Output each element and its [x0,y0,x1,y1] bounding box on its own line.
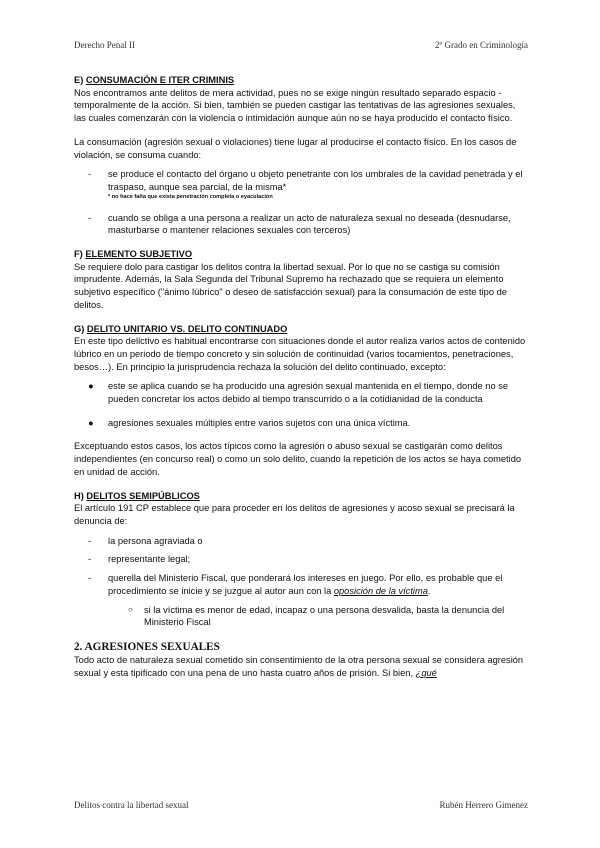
section-f-heading: F) ELEMENTO SUBJETIVO [74,249,193,260]
bullet-marker: ● [88,417,94,428]
dash-marker: - [88,212,92,223]
section-h-paragraph: El artículo 191 CP establece que para proceder en los delitos de agresiones y acoso sexual se precisará la denuncia de: [74,503,515,526]
dash-marker: - [88,535,92,546]
section-e-paragraph-2: La consumación (agresión sexual o violaciones) tiene lugar al producirse el contacto físico. En los casos de violación, se consuma cuando: [74,136,517,160]
list-item: - representante legal; [88,554,191,565]
section-g-paragraph-1: En este tipo delictivo es habitual encontrarse con situaciones donde el autor realiza varios actos de contenido lúbrico en un periodo de tiempo concreto y sin solución de continuidad (varios tocamientos, penetraciones, besos…). En principio la jurisprudencia rechaza la solución del delito continuado, excepto: [74,336,526,372]
header-course: Derecho Penal II [74,40,135,50]
dash-marker: - [88,573,92,584]
section-f-title: ELEMENTO SUBJETIVO [85,249,193,260]
section-g-list [74,380,528,429]
section-h-sublist [74,604,528,629]
section-e-paragraph-1: Nos encontramos ante delitos de mera actividad, pues no se exige ningún resultado separado espacio - temporalmente de la acción. Si bien, también se pueden castigar las tentativas de las agresiones sexuales, las cuales comenzarán con la violencia o intimidación aunque aún no se haya producido el contacto físico. [74,87,516,124]
section-e-list [74,168,528,193]
section-e-title: CONSUMACIÓN E ITER CRIMINIS [85,75,235,85]
header-degree: 2º Grado en Criminología [434,40,528,50]
section-h-heading: H) DELITOS SEMIPÚBLICOS [74,490,200,501]
section-g-heading: G) DELITO UNITARIO VS. DELITO CONTINUADO [74,323,288,334]
page-header [74,40,528,50]
list-item: - querella del Ministerio Fiscal, que ponderará los intereses en juego. Por ello, es probable que el procedimiento se inicie y se juzgue al autor aun con la oposición de la víctima. [88,573,503,596]
list-item: ○ si la víctima es menor de edad, incapaz o una persona desvalida, basta la denuncia del Ministerio Fiscal [128,604,505,628]
section-h-title: DELITOS SEMIPÚBLICOS [86,490,200,501]
dash-marker: - [88,554,92,565]
emphasis-text: ¿qué [415,667,437,678]
footer-author: Rubén Herrero Gimenez [439,800,528,810]
emphasis-text: oposición de la víctima [333,585,428,596]
section-g-paragraph-2: Exceptuando estos casos, los actos típicos como la agresión o abuso sexual se castigarán como delitos independientes (en concurso real) o como un solo delito, cuando la repetición de los actos se haya cometido en unidad de acción. [74,441,522,477]
page-footer [74,800,528,810]
circle-marker: ○ [128,604,133,614]
list-item: - la persona agraviada o [88,535,203,546]
list-item: ● agresiones sexuales múltiples entre varios sujetos con una única víctima. [88,417,411,428]
footer-topic: Delitos contra la libertad sexual [74,800,189,810]
document-body [74,74,528,679]
list-item: - cuando se obliga a una persona a realizar un acto de naturaleza sexual no deseada (desnudarse, masturbarse o mantener relaciones sexuales con terceros) [88,212,511,236]
section-e-list-2 [74,212,528,237]
section-h-list [74,535,528,598]
section-e-heading: E) CONSUMACIÓN E ITER CRIMINIS [74,75,235,85]
list-item: ● este se aplica cuando se ha producido una agresión sexual mantenida en el tiempo, donde no se pueden concretar los actos debido al tiempo transcurrido o a la cotidianidad de la conducta [88,381,509,405]
section-g-title: DELITO UNITARIO VS. DELITO CONTINUADO [86,323,288,334]
main-heading-agresiones: 2. AGRESIONES SEXUALES [74,640,220,653]
section-f-paragraph: Se requiere dolo para castigar los delitos contra la libertad sexual. Por lo que no se castiga su comisión imprudente. Además, la Sala Segunda del Tribunal Supremo ha rechazado que se requiera un elemento subjetivo específico ("ánimo lúbrico" o deseo de satisfacción sexual) para la consumación de este tipo de delitos. [74,261,507,310]
bullet-marker: ● [88,381,94,392]
footnote: * no hace falta que exista penetración completa o eyaculación [108,193,273,200]
list-item: - se produce el contacto del órgano u objeto penetrante con los umbrales de la cavidad penetrada y el traspaso, aunque sea parcial, de la misma* [88,169,523,192]
main-2-paragraph: Todo acto de naturaleza sexual cometido sin consentimiento de la otra persona sexual se considera agresión sexual y esta tipificado con una pena de uno hasta cuatro años de prisión. Si bien, ¿qué [74,654,524,678]
dash-marker: - [88,169,92,180]
